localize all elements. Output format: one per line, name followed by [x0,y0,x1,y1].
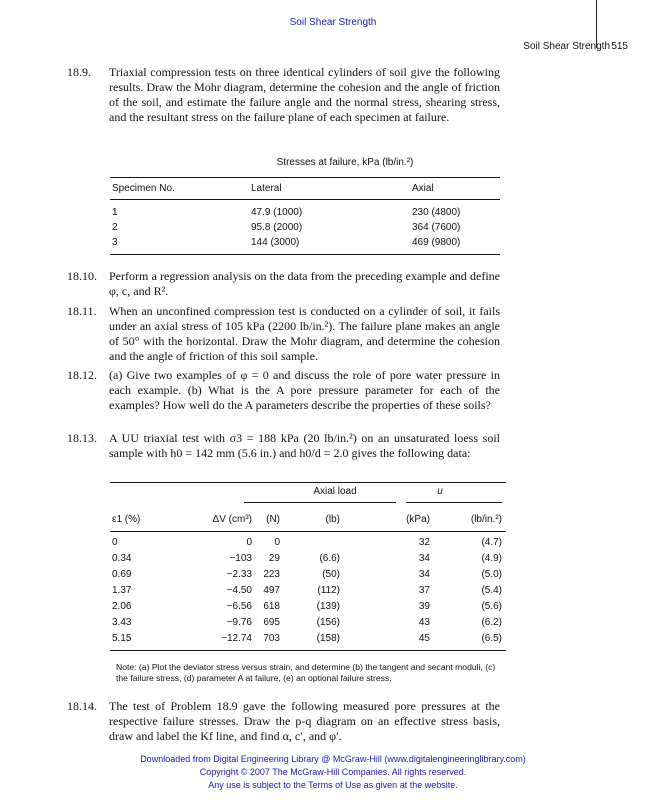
table2-header: ε1 (%) [112,514,141,525]
table2-cell: 29 [268,553,280,564]
copyright-notice: Copyright © 2007 The McGraw-Hill Companies. All rights reserved. [199,767,467,777]
table2-cell: 695 [263,617,280,628]
axial-load-group-label: Axial load [313,486,357,497]
table2-cell: −9.76 [226,617,252,628]
problem-number: 18.10. [67,269,97,283]
running-title: Soil Shear Strength [289,17,377,28]
problem-number: 18.9. [67,65,91,79]
table2-header: ΔV (cm³) [212,514,252,525]
table1-cell: 364 (7600) [412,222,461,233]
table1-cell: 3 [112,237,118,248]
table2-cell: 5.15 [112,633,132,644]
problem-text: Perform a regression analysis on the data from the preceding example and define φ, c, and R². [109,269,500,298]
problem-text: (a) Give two examples of φ = 0 and discuss the role of pore water pressure in each example. (b) What is the A pore pressure parameter for each of the examples? How well do the A parameters describe the properties of these soils? [109,368,500,412]
table2-cell: 39 [418,601,430,612]
pore-pressure-group-label: u [437,486,443,497]
table2-cell: −6.56 [226,601,252,612]
table2-cell: 0 [112,537,118,548]
table1-header: Axial [412,183,434,194]
table2-note: Note: (a) Plot the deviator stress versus strain, and determine (b) the tangent and secant moduli, (c) the failure stress, (d) parameter A at failure, (e) an optional failure stress. [116,662,496,683]
terms-of-use-link[interactable]: Any use is subject to the Terms of Use as given at the website. [208,780,458,790]
table2-cell: 618 [263,601,280,612]
table1-cell: 230 (4800) [412,207,461,218]
table1-cell: 469 (9800) [412,237,461,248]
table2-cell: 0.34 [112,553,132,564]
table2-cell: 37 [418,585,430,596]
table2-cell: 1.37 [112,585,132,596]
problem-18-11 [67,304,500,364]
problem-18-9 [67,65,500,125]
problem-number: 18.14. [67,699,97,713]
table2-cell: (5.0) [481,569,502,580]
table2-cell: (4.9) [481,553,502,564]
table2-cell: 45 [418,633,430,644]
table1-cell: 47.9 (1000) [251,207,303,218]
table2-cell: −12.74 [221,633,252,644]
problem-text: Triaxial compression tests on three identical cylinders of soil give the following results. Draw the Mohr diagram, determine the cohesion and the angle of friction of the soil, and estimate the failure angle and the normal stress, shearing stress, and the resultant stress on the failure plane of each specimen at failure. [109,65,500,124]
table2-header: (kPa) [406,514,430,525]
problem-18-12 [67,368,500,413]
table1-header: Specimen No. [112,183,175,194]
table2-cell: 32 [418,537,430,548]
table2-cell: 3.43 [112,617,132,628]
download-notice-link[interactable]: Downloaded from Digital Engineering Library @ McGraw-Hill (www.digitalengineeringlibrary.com) [140,754,526,764]
problem-text: The test of Problem 18.9 gave the following measured pore pressures at the respective failure stresses. Draw the p-q diagram on an effective stress basis, draw and label the Kf line, and find α, c′, and φ′. [109,699,500,743]
table2-cell: (6.5) [481,633,502,644]
table2-header: (N) [266,514,280,525]
table1-cell: 144 (3000) [251,237,300,248]
table2-cell: 0 [274,537,280,548]
uu-test-table [110,484,506,654]
table2-cell: −2.33 [226,569,252,580]
table1-cell: 1 [112,207,118,218]
table2-cell: (112) [317,585,340,596]
problem-18-13 [67,431,500,461]
table2-cell: 703 [263,633,280,644]
table2-cell: (139) [316,601,340,612]
page-title: Soil Shear Strength [523,41,610,52]
table2-cell: 0.69 [112,569,132,580]
problem-18-14 [67,699,500,744]
table2-cell: (50) [322,569,340,580]
page-number: 515 [611,41,628,52]
table2-cell: 0 [246,537,252,548]
table2-cell: (5.6) [481,601,502,612]
table2-cell: −103 [229,553,252,564]
problem-number: 18.12. [67,368,97,382]
table2-cell: 34 [418,569,430,580]
problem-text: A UU triaxial test with σ3 = 188 kPa (20 lb/in.²) on an unsaturated loess soil sample with h0 = 142 mm (5.6 in.) and h0/d = 2.0 gives the following data: [109,431,500,460]
problem-18-10 [67,269,500,299]
table2-cell: 43 [418,617,430,628]
failure-stress-table [110,155,500,255]
problem-number: 18.11. [67,304,97,318]
table1-caption: Stresses at failure, kPa (lb/in.²) [276,157,414,168]
table2-header: (lb/in.²) [470,514,502,525]
table2-cell: (5.4) [481,585,502,596]
problem-number: 18.13. [67,431,97,445]
table2-cell: (4.7) [481,537,502,548]
table2-cell: (158) [316,633,340,644]
table1-header: Lateral [251,183,282,194]
table2-cell: 497 [263,585,280,596]
table1-cell: 95.8 (2000) [251,222,303,233]
table2-cell: 223 [263,569,280,580]
problem-text: When an unconfined compression test is conducted on a cylinder of soil, it fails under an axial stress of 105 kPa (2200 lb/in.²). The failure plane makes an angle of 50° with the horizontal. Draw the Mohr diagram, and determine the cohesion and the angle of friction of this soil sample. [109,304,500,363]
table2-cell: 2.06 [112,601,132,612]
table2-header: (lb) [325,514,340,525]
table1-cell: 2 [112,222,118,233]
table2-cell: 34 [418,553,430,564]
table2-cell: −4.50 [226,585,252,596]
table2-cell: (6.2) [481,617,502,628]
table2-cell: (6.6) [319,553,340,564]
table2-cell: (156) [316,617,340,628]
